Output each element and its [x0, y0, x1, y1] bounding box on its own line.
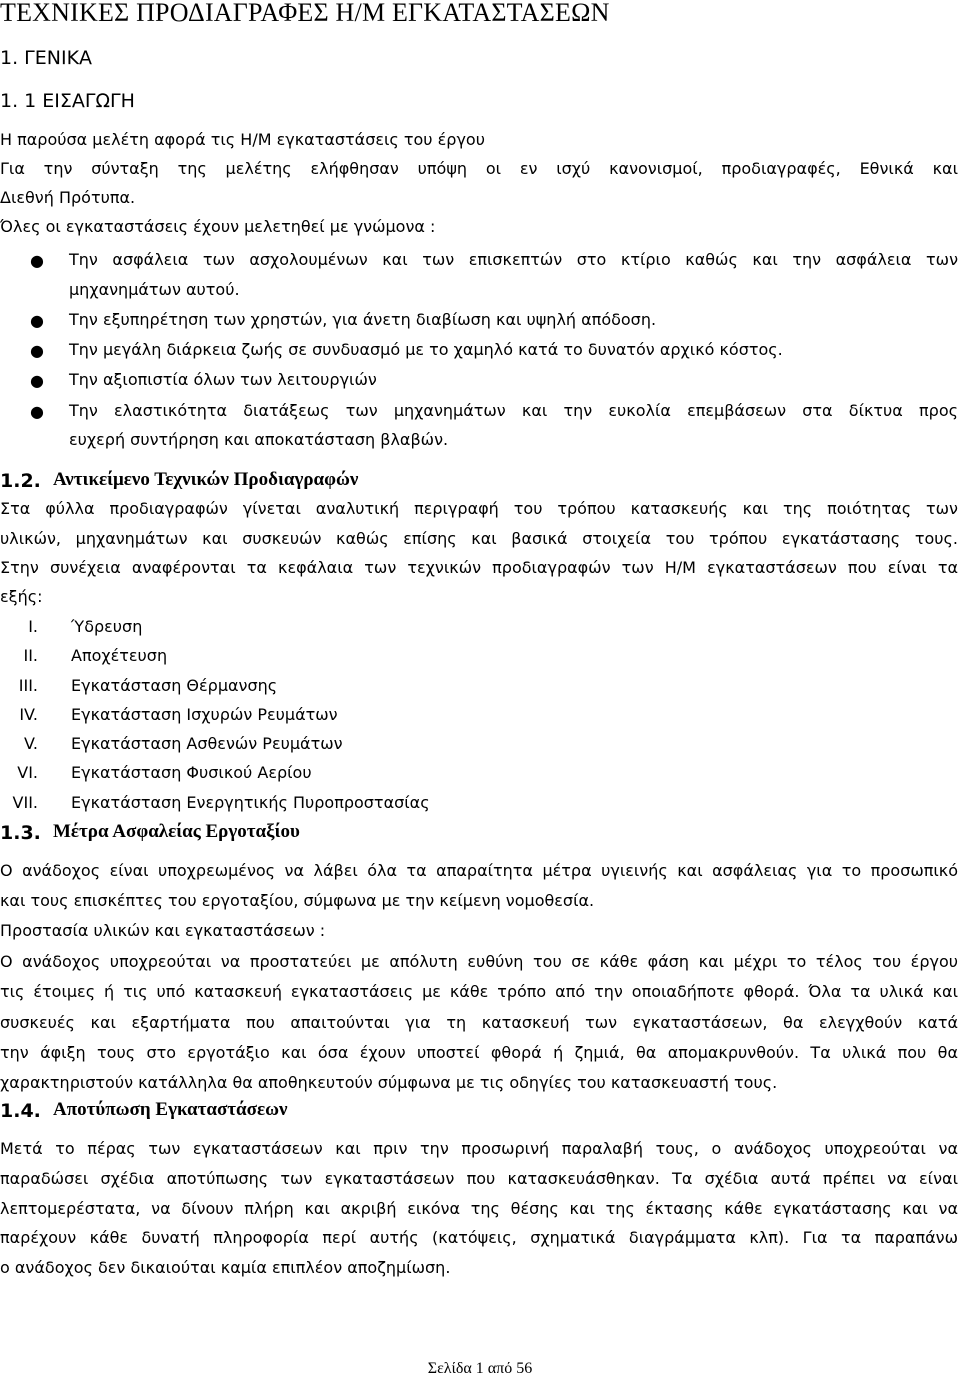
intro-line: Διεθνή Πρότυπα. — [0, 188, 136, 207]
body-line: Ο ανάδοχος υποχρεούται να προστατεύει με απόλυτη ευθύνη του σε κάθε φάση και μέχρι το τέλος του έργου — [0, 952, 958, 971]
chapter-number: VI. — [17, 763, 38, 782]
subsection-heading-introduction: 1. 1 ΕΙΣΑΓΩΓΗ — [0, 90, 135, 112]
body-line: και τους επισκέπτες του εργοταξίου, σύμφωνα με την κείμενη νομοθεσία. — [0, 891, 595, 910]
chapter-number: III. — [18, 676, 38, 695]
bullet-item: Την ελαστικότητα διατάξεως των μηχανημάτων και την ευκολία επεμβάσεων στα δίκτυα προς — [69, 401, 958, 420]
bullet-item-continuation: ευχερή συντήρηση και αποκατάσταση βλαβών. — [69, 430, 449, 449]
body-line: Στα φύλλα προδιαγραφών γίνεται αναλυτική περιγραφή του τρόπου κατασκευής και της ποιότητας των — [0, 499, 958, 518]
section-title: Αποτύπωση Εγκαταστάσεων — [53, 1099, 288, 1120]
chapter-item: Εγκατάσταση Θέρμανσης — [71, 676, 278, 695]
chapter-item: Αποχέτευση — [71, 646, 168, 665]
chapter-number: VII. — [12, 793, 38, 812]
document-title: ΤΕΧΝΙΚΕΣ ΠΡΟΔΙΑΓΡΑΦΕΣ Η/Μ ΕΓΚΑΤΑΣΤΑΣΕΩΝ — [0, 0, 610, 27]
chapter-number: I. — [28, 617, 38, 636]
body-line: εξής: — [0, 587, 43, 606]
body-line: Προστασία υλικών και εγκαταστάσεων : — [0, 921, 326, 940]
section-number: 1.2. — [0, 470, 41, 492]
bullet-item: Την εξυπηρέτηση των χρηστών, για άνετη διαβίωση και υψηλή απόδοση. — [69, 310, 657, 329]
chapter-item: Εγκατάσταση Φυσικού Αερίου — [71, 763, 312, 782]
body-line: Στην συνέχεια αναφέρονται τα κεφάλαια των τεχνικών προδιαγραφών των Η/Μ εγκαταστάσεων που είναι τα — [0, 558, 958, 577]
chapter-number: IV. — [19, 705, 38, 724]
body-line: Ο ανάδοχος είναι υποχρεωμένος να λάβει όλα τα απαραίτητα μέτρα υγιεινής και ασφάλειας για το προσωπικό — [0, 861, 958, 880]
body-line: την άφιξη τους στο εργοτάξιο και όσα έχουν υποστεί φθορά ή ζημιά, θα απομακρυνθούν. Τα υλικά που θα — [0, 1043, 958, 1062]
body-line: παρέχουν κάθε δυνατή πληροφορία περί αυτής (κατόψεις, σχηματικά διαγράμματα κλπ). Για τα παραπάνω — [0, 1228, 958, 1247]
intro-line: Η παρούσα μελέτη αφορά τις Η/Μ εγκαταστάσεις του έργου — [0, 130, 485, 149]
section-number: 1.4. — [0, 1100, 41, 1122]
body-line: υλικών, μηχανημάτων και συσκευών καθώς επίσης και βασικά στοιχεία του τρόπου εγκατάστασης τους. — [0, 529, 958, 548]
section-title: Μέτρα Ασφαλείας Εργοταξίου — [53, 821, 300, 842]
bullet-item: Την ασφάλεια των ασχολουμένων και των επισκεπτών στο κτίριο καθώς και την ασφάλεια των — [69, 250, 958, 269]
body-line: παραδώσει σχέδια αποτύπωσης των εγκαταστάσεων που κατασκευάσθηκαν. Τα σχέδια αυτά πρέπει να είναι — [0, 1169, 958, 1188]
intro-line: Για την σύνταξη της μελέτης ελήφθησαν υπόψη οι εν ισχύ κανονισμοί, προδιαγραφές, Εθνικά και — [0, 159, 958, 178]
bullet-icon: ● — [30, 311, 44, 330]
bullet-icon: ● — [30, 402, 44, 421]
body-line: συσκευές και εξαρτήματα που απαιτούνται για τη κατασκευή των εγκαταστάσεων, θα ελεγχθούν κατά — [0, 1013, 958, 1032]
body-line: Μετά το πέρας των εγκαταστάσεων και πριν την προσωρινή παραλαβή τους, ο ανάδοχος υποχρεούται να — [0, 1139, 958, 1158]
chapter-number: V. — [24, 734, 38, 753]
chapter-item: Εγκατάσταση Ισχυρών Ρευμάτων — [71, 705, 338, 724]
intro-line: Όλες οι εγκαταστάσεις έχουν μελετηθεί με γνώμονα : — [0, 217, 436, 236]
bullet-item-continuation: μηχανημάτων αυτού. — [69, 280, 240, 299]
bullet-item: Την μεγάλη διάρκεια ζωής σε συνδυασμό με το χαμηλό κατά το δυνατόν αρχικό κόστος. — [69, 340, 783, 359]
bullet-icon: ● — [30, 371, 44, 390]
body-line: λεπτομερέστατα, να δίνουν πλήρη και ακριβή εικόνα της θέσης και της έκτασης κάθε εγκατάστασης και να — [0, 1199, 958, 1218]
chapter-item: Εγκατάσταση Ασθενών Ρευμάτων — [71, 734, 343, 753]
page-number-footer: Σελίδα 1 από 56 — [427, 1360, 533, 1377]
body-line: τις έτοιμες ή τις υπό κατασκευή εγκαταστάσεις με κάθε τρόπο από την οποιαδήποτε φθορά. Όλα τα υλικά και — [0, 982, 958, 1001]
bullet-icon: ● — [30, 341, 44, 360]
body-line: ο ανάδοχος δεν δικαιούται καμία επιπλέον αποζημίωση. — [0, 1258, 451, 1277]
body-line: χαρακτηριστούν κατάλληλα θα αποθηκευτούν σύμφωνα με τις οδηγίες του κατασκευαστή τους. — [0, 1073, 778, 1092]
chapter-item: Ύδρευση — [71, 617, 143, 636]
section-number: 1.3. — [0, 822, 41, 844]
chapter-item: Εγκατάσταση Ενεργητικής Πυροπροστασίας — [71, 793, 430, 812]
section-title: Αντικείμενο Τεχνικών Προδιαγραφών — [53, 469, 359, 490]
bullet-item: Την αξιοπιστία όλων των λειτουργιών — [69, 370, 377, 389]
section-heading-general: 1. ΓΕΝΙΚΑ — [0, 47, 93, 69]
chapter-number: II. — [23, 646, 38, 665]
bullet-icon: ● — [30, 251, 44, 270]
